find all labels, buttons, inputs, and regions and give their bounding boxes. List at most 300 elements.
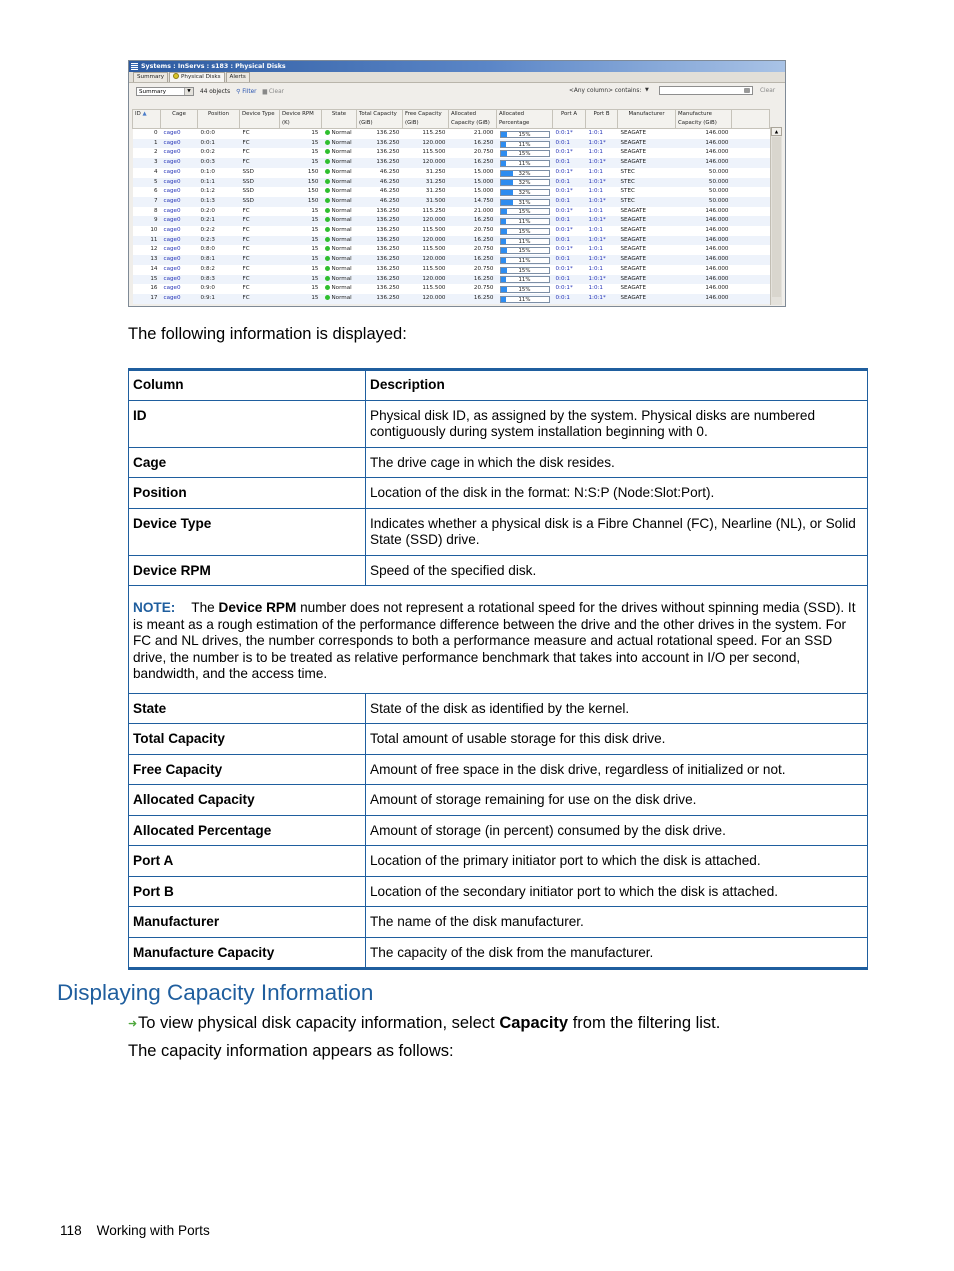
cell-cage[interactable]: cage0	[161, 187, 198, 197]
cell-port-a[interactable]: 0:0:1*	[553, 226, 586, 236]
cell-total-capacity: 136.250	[357, 294, 403, 304]
cell-allocated-capacity: 20.750	[449, 226, 497, 236]
percentage-bar	[500, 238, 550, 245]
cell-port-a[interactable]: 0:0:1	[553, 178, 586, 188]
table-row	[129, 937, 868, 969]
column-name: Manufacturer	[129, 907, 366, 938]
cell-port-b[interactable]: 1:0:1	[586, 187, 618, 197]
cell-free-capacity: 115.250	[403, 207, 449, 217]
cell-port-a[interactable]: 0:0:1	[553, 158, 586, 168]
cell-manufacturer: STEC	[618, 178, 676, 188]
dropdown-arrow-icon[interactable]: ▼	[184, 88, 193, 95]
cell-position: 0:8:0	[198, 245, 240, 255]
cell-total-capacity: 46.250	[357, 197, 403, 207]
col-header-device-type[interactable]: Device Type	[240, 110, 280, 129]
search-icon	[744, 88, 750, 93]
cell-allocated-capacity: 15.000	[449, 178, 497, 188]
cell-state	[322, 129, 357, 139]
cell-allocated-capacity: 15.000	[449, 168, 497, 178]
search-clear-button[interactable]: Clear	[760, 88, 776, 94]
cell-allocated-capacity: 16.250	[449, 139, 497, 149]
cell-device-type: FC	[240, 275, 280, 285]
cell-id: 1	[133, 139, 161, 149]
cell-id: 0	[133, 129, 161, 139]
column-description: Location of the secondary initiator port to which the disk is attached.	[366, 876, 868, 907]
percentage-fill	[501, 239, 507, 244]
cell-device-type: SSD	[240, 187, 280, 197]
cell-id: 4	[133, 168, 161, 178]
cell-state	[322, 216, 357, 226]
cell-device-type: FC	[240, 236, 280, 246]
cell-port-b[interactable]: 1:0:1	[586, 129, 618, 139]
cell-filler	[732, 207, 770, 217]
percentage-fill	[501, 219, 507, 224]
column-name: Port A	[129, 846, 366, 877]
physical-disks-window	[128, 60, 786, 307]
cell-total-capacity: 46.250	[357, 168, 403, 178]
cell-cage[interactable]: cage0	[161, 294, 198, 304]
cell-position: 0:0:1	[198, 139, 240, 149]
cell-allocated-percentage	[497, 139, 553, 149]
filter-toolbar	[129, 83, 785, 100]
cell-port-a[interactable]: 0:0:1	[553, 236, 586, 246]
physical-disks-grid	[132, 109, 770, 304]
view-select[interactable]	[136, 87, 194, 96]
cell-port-a[interactable]: 0:0:1*	[553, 207, 586, 217]
state-text: Normal	[331, 227, 352, 234]
table-row[interactable]	[133, 129, 770, 139]
cell-manufacture-capacity: 146.000	[676, 294, 732, 304]
table-row	[129, 693, 868, 724]
percentage-bar	[500, 296, 550, 303]
tab-summary[interactable]	[133, 72, 168, 82]
cell-port-a[interactable]: 0:0:1	[553, 275, 586, 285]
state-text: Normal	[331, 159, 352, 166]
percentage-text: 32%	[518, 180, 531, 187]
percentage-text: 15%	[518, 248, 531, 255]
cell-port-b[interactable]: 1:0:1*	[586, 255, 618, 265]
cell-port-a[interactable]: 0:0:1	[553, 294, 586, 304]
table-row[interactable]	[133, 187, 770, 197]
tab-label: Physical Disks	[181, 74, 221, 80]
cell-allocated-capacity: 16.250	[449, 275, 497, 285]
cell-id: 12	[133, 245, 161, 255]
cell-port-a[interactable]: 0:0:1*	[553, 265, 586, 275]
filter-button[interactable]: ⚲ Filter	[236, 88, 257, 95]
col-header-filler	[732, 110, 770, 129]
cell-free-capacity: 115.500	[403, 148, 449, 158]
percentage-fill	[501, 258, 507, 263]
percentage-fill	[501, 287, 508, 292]
cell-allocated-percentage	[497, 236, 553, 246]
col-header-manufacturer[interactable]: Manufacturer	[618, 110, 676, 129]
cell-port-b[interactable]: 1:0:1	[586, 207, 618, 217]
cell-device-rpm: 150	[280, 197, 322, 207]
cell-cage[interactable]: cage0	[161, 245, 198, 255]
grid-header-row	[133, 110, 770, 129]
percentage-text: 32%	[518, 170, 531, 177]
table-row[interactable]	[133, 216, 770, 226]
cell-port-a[interactable]: 0:0:1*	[553, 187, 586, 197]
table-row[interactable]	[133, 168, 770, 178]
cell-port-b[interactable]: 1:0:1*	[586, 158, 618, 168]
cell-cage[interactable]: cage0	[161, 255, 198, 265]
percentage-text: 11%	[518, 296, 531, 303]
column-description: Total amount of usable storage for this disk drive.	[366, 724, 868, 755]
cell-device-rpm: 150	[280, 187, 322, 197]
cell-filler	[732, 255, 770, 265]
cell-state	[322, 265, 357, 275]
column-description: State of the disk as identified by the kernel.	[366, 693, 868, 724]
percentage-bar	[500, 208, 550, 215]
percentage-bar	[500, 257, 550, 264]
tab-alerts[interactable]	[226, 72, 250, 82]
cell-manufacturer: SEAGATE	[618, 158, 676, 168]
col-header-state[interactable]: State	[322, 110, 357, 129]
percentage-fill	[501, 180, 514, 185]
scroll-up-icon[interactable]: ▲	[771, 127, 782, 136]
cell-id: 9	[133, 216, 161, 226]
cell-id: 8	[133, 207, 161, 217]
table-row	[129, 555, 868, 586]
cell-allocated-capacity: 15.000	[449, 187, 497, 197]
cell-port-a[interactable]: 0:0:1*	[553, 148, 586, 158]
cell-port-b[interactable]: 1:0:1*	[586, 275, 618, 285]
percentage-fill	[501, 277, 507, 282]
state-text: Normal	[331, 207, 352, 214]
column-name: Total Capacity	[129, 724, 366, 755]
cell-total-capacity: 136.250	[357, 236, 403, 246]
cell-state	[322, 197, 357, 207]
cell-device-type: FC	[240, 148, 280, 158]
col-header-manufacture-capacity[interactable]: Manufacture Capacity (GiB)	[676, 110, 732, 129]
cell-cage[interactable]: cage0	[161, 284, 198, 294]
state-text: Normal	[331, 217, 352, 224]
cell-port-b[interactable]: 1:0:1	[586, 226, 618, 236]
cell-cage[interactable]: cage0	[161, 275, 198, 285]
percentage-text: 15%	[518, 209, 531, 216]
search-scope-dropdown[interactable]: ▼	[645, 87, 649, 93]
cell-state	[322, 284, 357, 294]
cell-position: 0:2:2	[198, 226, 240, 236]
column-description: Physical disk ID, as assigned by the system. Physical disks are numbered contiguously during system installation beginning with 0.	[366, 400, 868, 447]
cell-filler	[732, 265, 770, 275]
cell-cage[interactable]: cage0	[161, 236, 198, 246]
cell-port-a[interactable]: 0:0:1	[553, 197, 586, 207]
percentage-bar	[500, 218, 550, 225]
cell-manufacture-capacity: 50.000	[676, 197, 732, 207]
percentage-fill	[501, 200, 513, 205]
state-text: Normal	[331, 256, 352, 263]
cell-cage[interactable]: cage0	[161, 226, 198, 236]
table-row[interactable]	[133, 236, 770, 246]
cell-port-b[interactable]: 1:0:1	[586, 265, 618, 275]
table-row[interactable]	[133, 255, 770, 265]
cell-id: 17	[133, 294, 161, 304]
table-row	[129, 400, 868, 447]
percentage-bar	[500, 141, 550, 148]
status-ok-icon	[325, 285, 330, 290]
cell-port-a[interactable]: 0:0:1*	[553, 168, 586, 178]
cell-free-capacity: 120.000	[403, 158, 449, 168]
cell-position: 0:8:3	[198, 275, 240, 285]
cell-port-b[interactable]: 1:0:1	[586, 148, 618, 158]
cell-filler	[732, 275, 770, 285]
clear-label: Clear	[268, 88, 285, 95]
cell-filler	[732, 187, 770, 197]
status-ok-icon	[325, 179, 330, 184]
percentage-text: 11%	[518, 257, 531, 264]
status-ok-icon	[325, 198, 330, 203]
table-row[interactable]	[133, 284, 770, 294]
percentage-bar	[500, 199, 550, 206]
cell-device-rpm: 15	[280, 226, 322, 236]
table-row	[129, 907, 868, 938]
col-header-position[interactable]: Position	[198, 110, 240, 129]
cell-manufacturer: SEAGATE	[618, 207, 676, 217]
state-text: Normal	[331, 197, 352, 204]
vertical-scrollbar[interactable]	[770, 127, 782, 305]
window-title-bar	[129, 61, 785, 72]
col-header-port-a[interactable]: Port A	[553, 110, 586, 129]
table-row[interactable]	[133, 197, 770, 207]
cell-cage[interactable]: cage0	[161, 168, 198, 178]
cell-manufacturer: SEAGATE	[618, 236, 676, 246]
cell-manufacture-capacity: 146.000	[676, 236, 732, 246]
scroll-thumb[interactable]	[772, 137, 781, 297]
cell-port-b[interactable]: 1:0:1	[586, 284, 618, 294]
table-row	[129, 724, 868, 755]
percentage-fill	[501, 209, 508, 214]
cell-device-rpm: 15	[280, 265, 322, 275]
cell-id: 6	[133, 187, 161, 197]
col-header-total-capacity[interactable]: Total Capacity (GiB)	[357, 110, 403, 129]
percentage-fill	[501, 151, 508, 156]
table-row[interactable]	[133, 245, 770, 255]
cell-port-a[interactable]: 0:0:1	[553, 255, 586, 265]
cell-device-type: FC	[240, 129, 280, 139]
status-ok-icon	[325, 188, 330, 193]
cell-filler	[732, 178, 770, 188]
cell-allocated-percentage	[497, 187, 553, 197]
sort-ascending-icon: ▲	[142, 111, 147, 117]
cell-free-capacity: 115.500	[403, 284, 449, 294]
grid-body	[133, 129, 770, 304]
cell-manufacturer: STEC	[618, 168, 676, 178]
cell-device-type: FC	[240, 284, 280, 294]
percentage-fill	[501, 171, 514, 176]
cell-state	[322, 207, 357, 217]
cell-total-capacity: 136.250	[357, 265, 403, 275]
table-row[interactable]	[133, 207, 770, 217]
cell-allocated-capacity: 21.000	[449, 129, 497, 139]
column-name: Cage	[129, 447, 366, 478]
percentage-text: 11%	[518, 277, 531, 284]
search-input[interactable]	[659, 86, 753, 95]
cell-cage[interactable]: cage0	[161, 265, 198, 275]
cell-device-rpm: 15	[280, 148, 322, 158]
cell-device-rpm: 15	[280, 245, 322, 255]
cell-filler	[732, 245, 770, 255]
table-row	[129, 785, 868, 816]
table-row[interactable]	[133, 294, 770, 304]
cell-manufacture-capacity: 146.000	[676, 265, 732, 275]
cell-device-rpm: 15	[280, 284, 322, 294]
cell-cage[interactable]: cage0	[161, 178, 198, 188]
percentage-fill	[501, 161, 507, 166]
object-count: 44 objects	[200, 88, 231, 95]
cell-allocated-percentage	[497, 284, 553, 294]
col-header-free-capacity[interactable]: Free Capacity (GiB)	[403, 110, 449, 129]
status-ok-icon	[325, 246, 330, 251]
column-description: The drive cage in which the disk resides.	[366, 447, 868, 478]
percentage-text: 15%	[518, 131, 531, 138]
cell-device-rpm: 15	[280, 139, 322, 149]
cell-manufacture-capacity: 146.000	[676, 284, 732, 294]
cell-id: 2	[133, 148, 161, 158]
cell-allocated-capacity: 16.250	[449, 294, 497, 304]
cell-cage[interactable]: cage0	[161, 197, 198, 207]
cell-free-capacity: 120.000	[403, 294, 449, 304]
cell-allocated-percentage	[497, 275, 553, 285]
cell-free-capacity: 31.250	[403, 168, 449, 178]
chapter-title: Working with Ports	[96, 1223, 210, 1238]
cell-manufacture-capacity: 146.000	[676, 216, 732, 226]
cell-position: 0:9:1	[198, 294, 240, 304]
cell-cage[interactable]: cage0	[161, 207, 198, 217]
cell-total-capacity: 136.250	[357, 158, 403, 168]
cell-allocated-percentage	[497, 216, 553, 226]
cell-cage[interactable]: cage0	[161, 139, 198, 149]
cell-cage[interactable]: cage0	[161, 158, 198, 168]
percentage-text: 15%	[518, 267, 531, 274]
tab-physical-disks[interactable]	[169, 72, 224, 82]
clear-filter-button[interactable]: ▆ Clear	[262, 88, 285, 95]
cell-free-capacity: 120.000	[403, 255, 449, 265]
cell-free-capacity: 120.000	[403, 275, 449, 285]
table-row[interactable]	[133, 265, 770, 275]
cell-free-capacity: 31.250	[403, 187, 449, 197]
cell-cage[interactable]: cage0	[161, 129, 198, 139]
cell-port-b[interactable]: 1:0:1*	[586, 197, 618, 207]
table-row[interactable]	[133, 148, 770, 158]
state-text: Normal	[331, 294, 352, 301]
cell-state	[322, 148, 357, 158]
cell-port-b[interactable]: 1:0:1	[586, 245, 618, 255]
percentage-fill	[501, 297, 507, 302]
cell-filler	[732, 148, 770, 158]
column-description: Amount of storage (in percent) consumed by the disk drive.	[366, 815, 868, 846]
window-title: Systems : InServs : s183 : Physical Disks	[141, 63, 286, 70]
cell-position: 0:1:1	[198, 178, 240, 188]
step-prefix: To view physical disk capacity information, select	[138, 1014, 495, 1032]
cell-manufacture-capacity: 146.000	[676, 275, 732, 285]
cell-port-a[interactable]: 0:0:1*	[553, 245, 586, 255]
col-header-allocated-capacity[interactable]: Allocated Capacity (GiB)	[449, 110, 497, 129]
table-row[interactable]	[133, 275, 770, 285]
cell-port-b[interactable]: 1:0:1*	[586, 294, 618, 304]
col-header-cage[interactable]: Cage	[161, 110, 198, 129]
cell-filler	[732, 236, 770, 246]
cell-port-a[interactable]: 0:0:1*	[553, 129, 586, 139]
after-step-text: The capacity information appears as follows:	[128, 1042, 454, 1060]
cell-state	[322, 275, 357, 285]
column-name: Allocated Percentage	[129, 815, 366, 846]
cell-state	[322, 236, 357, 246]
table-row[interactable]	[133, 158, 770, 168]
cell-position: 0:0:0	[198, 129, 240, 139]
cell-state	[322, 158, 357, 168]
cell-port-a[interactable]: 0:0:1*	[553, 284, 586, 294]
cell-port-b[interactable]: 1:0:1*	[586, 216, 618, 226]
cell-port-b[interactable]: 1:0:1*	[586, 139, 618, 149]
cell-manufacture-capacity: 146.000	[676, 255, 732, 265]
cell-port-a[interactable]: 0:0:1	[553, 216, 586, 226]
cell-device-rpm: 15	[280, 236, 322, 246]
state-text: Normal	[331, 178, 352, 185]
cell-allocated-capacity: 16.250	[449, 255, 497, 265]
status-ok-icon	[325, 227, 330, 232]
cell-port-b[interactable]: 1:0:1	[586, 168, 618, 178]
status-ok-icon	[325, 295, 330, 300]
status-ok-icon	[325, 237, 330, 242]
percentage-bar	[500, 228, 550, 235]
cell-manufacture-capacity: 50.000	[676, 187, 732, 197]
cell-cage[interactable]: cage0	[161, 148, 198, 158]
column-name: Port B	[129, 876, 366, 907]
col-header-allocated-percentage[interactable]: Allocated Percentage	[497, 110, 553, 129]
column-description: Amount of storage remaining for use on the disk drive.	[366, 785, 868, 816]
cell-id: 16	[133, 284, 161, 294]
cell-device-type: FC	[240, 226, 280, 236]
tab-label: Alerts	[229, 74, 246, 80]
cell-total-capacity: 136.250	[357, 255, 403, 265]
cell-allocated-capacity: 20.750	[449, 265, 497, 275]
state-text: Normal	[331, 246, 352, 253]
column-description: Indicates whether a physical disk is a Fibre Channel (FC), Nearline (NL), or Solid State (SSD) drive.	[366, 508, 868, 555]
cell-manufacture-capacity: 146.000	[676, 148, 732, 158]
cell-manufacture-capacity: 146.000	[676, 207, 732, 217]
cell-port-a[interactable]: 0:0:1	[553, 139, 586, 149]
cell-cage[interactable]: cage0	[161, 216, 198, 226]
percentage-text: 31%	[518, 199, 531, 206]
table-row[interactable]	[133, 178, 770, 188]
cell-total-capacity: 46.250	[357, 178, 403, 188]
col-header-port-b[interactable]: Port B	[586, 110, 618, 129]
table-row	[129, 846, 868, 877]
cell-filler	[732, 158, 770, 168]
cell-port-b[interactable]: 1:0:1*	[586, 178, 618, 188]
col-header-device-rpm[interactable]: Device RPM (K)	[280, 110, 322, 129]
percentage-bar	[500, 170, 550, 177]
col-header-id[interactable]: ID ▲	[133, 110, 161, 129]
cell-device-rpm: 15	[280, 129, 322, 139]
table-row[interactable]	[133, 226, 770, 236]
cell-allocated-percentage	[497, 294, 553, 304]
table-row[interactable]	[133, 139, 770, 149]
cell-total-capacity: 136.250	[357, 139, 403, 149]
cell-device-type: FC	[240, 207, 280, 217]
cell-allocated-percentage	[497, 197, 553, 207]
cell-filler	[732, 168, 770, 178]
state-text: Normal	[331, 139, 352, 146]
step-suffix: from the filtering list.	[572, 1014, 721, 1032]
cell-manufacturer: SEAGATE	[618, 265, 676, 275]
cell-device-type: SSD	[240, 197, 280, 207]
cell-manufacture-capacity: 146.000	[676, 226, 732, 236]
cell-filler	[732, 216, 770, 226]
cell-port-b[interactable]: 1:0:1*	[586, 236, 618, 246]
